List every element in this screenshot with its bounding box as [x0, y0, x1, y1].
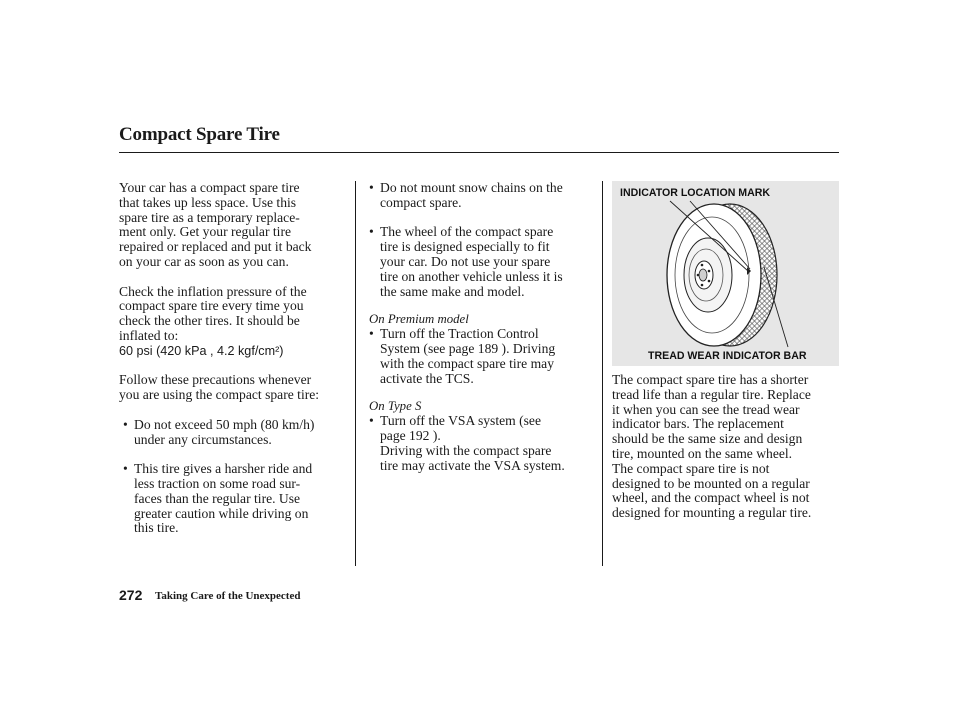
page-title: Compact Spare Tire: [119, 124, 280, 145]
tire-illustration-icon: [612, 181, 839, 366]
label-type-s: On Type S: [369, 399, 422, 414]
bullet-mark: •: [369, 180, 374, 195]
bullet-traction-control: • Turn off the Traction Control System (see page 189 ). Driving with the compact spare tire may activate the TCS.: [369, 326, 556, 386]
precautions-paragraph: Follow these precautions whenever you are using the compact spare tire:: [119, 372, 320, 403]
bullet-mark: •: [369, 326, 374, 342]
bullet-mark: •: [369, 413, 374, 429]
bullet-snow-chains: • Do not mount snow chains on the compact spare.: [369, 180, 563, 210]
bullet-vsa: • Turn off the VSA system (see page 192 ). Driving with the compact spare tire may activate the VSA system.: [369, 413, 565, 473]
title-rule: [119, 152, 839, 153]
bullet-wheel-design: • The wheel of the compact spare tire is designed especially to fit your car. Do not use your spare tire on another vehicle unless it is the same make and model.: [369, 224, 563, 299]
column-3-text: The compact spare tire has a shorter tread life than a regular tire. Replace it when you can see the tread wear indicator bars. The replacement should be the same size and design tire, mounted on the same wheel. The compact spare tire is not designed to be mounted on a regular wheel, and the compact wheel is not designed for mounting a regular tire.: [612, 372, 812, 521]
bullet-mark: •: [123, 416, 128, 432]
bullet-harsher-ride: • This tire gives a harsher ride and less traction on some road sur- faces than the regular tire. Use greater caution while driving on this tire.: [123, 461, 313, 536]
page-number: 272: [119, 587, 143, 603]
pressure-value: 60 psi (420 kPa , 4.2 kgf/cm²): [119, 343, 284, 358]
spare-tire-figure: [612, 181, 839, 366]
bullet-mark: •: [123, 461, 128, 477]
inflation-paragraph: Check the inflation pressure of the compact spare tire every time you check the other tires. It should be inflated to: 60 psi (420 kPa , 4.2 kgf/cm²): [119, 285, 351, 359]
tread-wear-label: TREAD WEAR INDICATOR BAR: [648, 350, 807, 362]
column-divider-2: [602, 181, 603, 566]
bullet-speed: • Do not exceed 50 mph (80 km/h) under any circumstances.: [123, 416, 315, 447]
column-2: [369, 181, 599, 473]
indicator-location-label: INDICATOR LOCATION MARK: [620, 187, 771, 199]
column-divider-1: [355, 181, 356, 566]
section-title: Taking Care of the Unexpected: [155, 590, 301, 602]
label-premium-model: On Premium model: [369, 312, 469, 327]
column-1: [119, 181, 351, 536]
intro-paragraph: Your car has a compact spare tire that takes up less space. Use this spare tire as a temporary replace- ment only. Get your regular tire repaired or replaced and put it back on your car as soon as you can.: [119, 180, 312, 269]
bullet-mark: •: [369, 224, 374, 240]
